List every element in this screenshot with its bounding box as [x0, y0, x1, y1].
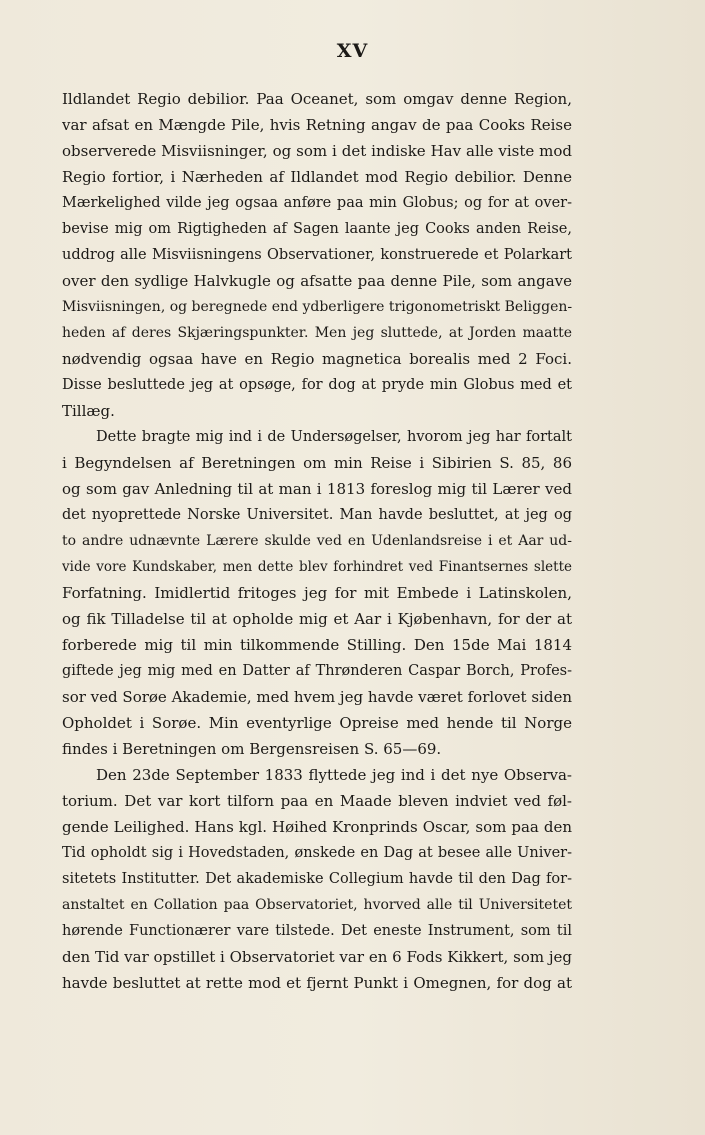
text-line: vide vore Kundskaber, men dette blev forhindret ved Finantsernes slette — [62, 559, 572, 575]
text-line: Dette bragte mig ind i de Undersøgelser, hvorom jeg har fortalt — [96, 429, 572, 445]
paragraph — [62, 86, 572, 424]
text-line: Ildlandet Regio debilior. Paa Oceanet, som omgav denne Region, — [62, 90, 572, 108]
text-line: i Begyndelsen af Beretningen om min Reise i Sibirien S. 85, 86 — [62, 454, 572, 472]
text-line: Opholdet i Sorøe. Min eventyrlige Opreise med hende til Norge — [62, 714, 572, 732]
text-line: Tid opholdt sig i Hovedstaden, ønskede en Dag at besee alle Univer- — [62, 845, 572, 861]
text-line: nødvendig ogsaa have en Regio magnetica borealis med 2 Foci. — [62, 350, 572, 368]
text-line: torium. Det var kort tilforn paa en Maade bleven indviet ved føl- — [62, 792, 572, 810]
text-line: Forfatning. Imidlertid fritoges jeg for mit Embede i Latinskolen, — [62, 584, 572, 602]
text-line: observerede Misviisninger, og som i det indiske Hav alle viste mod — [62, 142, 572, 160]
text-line: Tillæg. — [62, 402, 115, 420]
text-line: gende Leilighed. Hans kgl. Høihed Kronprinds Oscar, som paa den — [62, 818, 572, 836]
text-line: Den 23de September 1833 flyttede jeg ind i det nye Observa- — [96, 766, 572, 784]
text-line: forberede mig til min tilkommende Stilling. Den 15de Mai 1814 — [62, 636, 572, 654]
text-line: havde besluttet at rette mod et fjernt Punkt i Omegnen, for dog at — [62, 974, 572, 992]
text-line: giftede jeg mig med en Datter af Thrønderen Caspar Borch, Profes- — [62, 663, 572, 679]
text-line: anstaltet en Collation paa Observatoriet, hvorved alle til Universitetet — [62, 897, 572, 913]
text-line: heden af deres Skjæringspunkter. Men jeg sluttede, at Jorden maatte — [62, 325, 572, 341]
text-line: var afsat en Mængde Pile, hvis Retning angav de paa Cooks Reise — [62, 116, 572, 134]
text-line: bevise mig om Rigtigheden af Sagen laante jeg Cooks anden Reise, — [62, 221, 572, 237]
text-line: Mærkelighed vilde jeg ogsaa anføre paa min Globus; og for at over- — [62, 195, 572, 211]
text-line: to andre udnævnte Lærere skulde ved en Udenlandsreise i et Aar ud- — [62, 533, 572, 549]
text-line: den Tid var opstillet i Observatoriet var en 6 Fods Kikkert, som jeg — [62, 948, 572, 966]
text-line: Disse besluttede jeg at opsøge, for dog at pryde min Globus med et — [62, 377, 572, 393]
text-line: det nyoprettede Norske Universitet. Man havde besluttet, at jeg og — [62, 507, 572, 523]
page-number: XV — [336, 40, 369, 62]
text-line: og som gav Anledning til at man i 1813 foreslog mig til Lærer ved — [62, 480, 572, 498]
text-line: findes i Beretningen om Bergensreisen S. 65—69. — [62, 740, 442, 758]
text-line: hørende Functionærer vare tilstede. Det eneste Instrument, som til — [62, 923, 572, 939]
text-line: sitetets Institutter. Det akademiske Collegium havde til den Dag for- — [62, 871, 572, 887]
text-line: Regio fortior, i Nærheden af Ildlandet mod Regio debilior. Denne — [62, 168, 572, 186]
body-text — [62, 86, 572, 996]
text-line: uddrog alle Misviisningens Observationer, konstruerede et Polarkart — [62, 247, 572, 263]
text-line: og fik Tilladelse til at opholde mig et Aar i Kjøbenhavn, for der at — [62, 610, 572, 628]
paragraph — [62, 762, 572, 996]
paragraph — [62, 424, 572, 762]
text-line: Misviisningen, og beregnede end ydberligere trigonometriskt Beliggen- — [62, 299, 572, 315]
text-line: sor ved Sorøe Akademie, med hvem jeg havde været forlovet siden — [62, 688, 572, 706]
text-line: over den sydlige Halvkugle og afsatte paa denne Pile, som angave — [62, 272, 572, 290]
